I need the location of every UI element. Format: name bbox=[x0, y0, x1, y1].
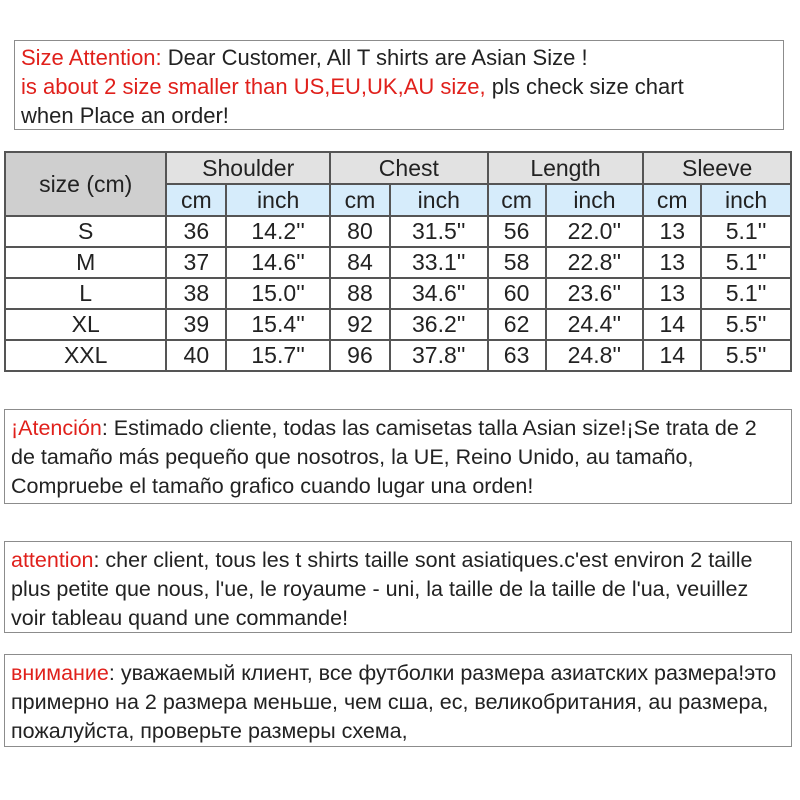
length-inch-cell: 23.6'' bbox=[546, 278, 644, 309]
shoulder-inch-cell: 15.7'' bbox=[226, 340, 330, 371]
size-cell: M bbox=[5, 247, 166, 278]
unit-header-cm: cm bbox=[166, 184, 226, 216]
group-header-shoulder: Shoulder bbox=[166, 152, 330, 184]
notice-en-line1-text: Dear Customer, All T shirts are Asian Size ! bbox=[161, 45, 588, 70]
notice-ru-text: : уважаемый клиент, все футболки размера азиатских размера!это примерно на 2 размера меньше, чем сша, ес, великобритания, au размера, пожалуйста, проверьте размеры схема, bbox=[11, 661, 777, 743]
notice-es-text: : Estimado cliente, todas las camisetas talla Asian size!¡Se trata de 2 de tamaño más pequeño que nosotros, la UE, Reino Unido, au tamaño, Compruebe el tamaño grafico cuando lugar una orden! bbox=[11, 416, 757, 498]
shoulder-cm-cell: 40 bbox=[166, 340, 226, 371]
unit-header-cm: cm bbox=[643, 184, 701, 216]
notice-en-line2 bbox=[21, 72, 777, 101]
length-cm-cell: 62 bbox=[488, 309, 546, 340]
length-inch-cell: 22.0'' bbox=[546, 216, 644, 247]
length-inch-cell: 24.8'' bbox=[546, 340, 644, 371]
sleeve-inch-cell: 5.1'' bbox=[701, 216, 791, 247]
notice-fr-label: attention bbox=[11, 548, 94, 572]
shoulder-inch-cell: 14.2'' bbox=[226, 216, 330, 247]
sleeve-inch-cell: 5.5'' bbox=[701, 340, 791, 371]
size-column-header: size (cm) bbox=[5, 152, 166, 216]
chest-inch-cell: 33.1'' bbox=[390, 247, 488, 278]
length-cm-cell: 58 bbox=[488, 247, 546, 278]
chest-cm-cell: 88 bbox=[330, 278, 390, 309]
length-cm-cell: 60 bbox=[488, 278, 546, 309]
chest-cm-cell: 84 bbox=[330, 247, 390, 278]
table-row bbox=[5, 216, 791, 247]
table-row bbox=[5, 278, 791, 309]
unit-header-cm: cm bbox=[488, 184, 546, 216]
chest-inch-cell: 34.6'' bbox=[390, 278, 488, 309]
notice-en-line1 bbox=[21, 43, 777, 72]
unit-header-inch: inch bbox=[701, 184, 791, 216]
table-row bbox=[5, 340, 791, 371]
size-cell: L bbox=[5, 278, 166, 309]
unit-header-cm: cm bbox=[330, 184, 390, 216]
shoulder-inch-cell: 15.0'' bbox=[226, 278, 330, 309]
size-attention-notice-en bbox=[14, 40, 784, 130]
sleeve-cm-cell: 14 bbox=[643, 309, 701, 340]
size-cell: XXL bbox=[5, 340, 166, 371]
shoulder-cm-cell: 39 bbox=[166, 309, 226, 340]
shoulder-cm-cell: 36 bbox=[166, 216, 226, 247]
group-header-length: Length bbox=[488, 152, 644, 184]
attention-notice-fr bbox=[4, 541, 792, 633]
table-row bbox=[5, 247, 791, 278]
length-cm-cell: 56 bbox=[488, 216, 546, 247]
sleeve-inch-cell: 5.1'' bbox=[701, 278, 791, 309]
notice-ru-label: внимание bbox=[11, 661, 109, 685]
size-cell: S bbox=[5, 216, 166, 247]
length-inch-cell: 22.8'' bbox=[546, 247, 644, 278]
notice-en-label: Size Attention: bbox=[21, 45, 162, 70]
chest-inch-cell: 37.8'' bbox=[390, 340, 488, 371]
notice-es-label: ¡Atención bbox=[11, 416, 102, 440]
sleeve-inch-cell: 5.1'' bbox=[701, 247, 791, 278]
chest-cm-cell: 96 bbox=[330, 340, 390, 371]
shoulder-cm-cell: 38 bbox=[166, 278, 226, 309]
length-cm-cell: 63 bbox=[488, 340, 546, 371]
length-inch-cell: 24.4'' bbox=[546, 309, 644, 340]
size-cell: XL bbox=[5, 309, 166, 340]
chest-inch-cell: 36.2'' bbox=[390, 309, 488, 340]
notice-en-line2-red: is about 2 size smaller than US,EU,UK,AU size, bbox=[21, 74, 486, 99]
attention-notice-es bbox=[4, 409, 792, 504]
attention-notice-ru bbox=[4, 654, 792, 747]
chest-inch-cell: 31.5'' bbox=[390, 216, 488, 247]
unit-header-inch: inch bbox=[226, 184, 330, 216]
group-header-sleeve: Sleeve bbox=[643, 152, 791, 184]
notice-fr-text: : cher client, tous les t shirts taille sont asiatiques.c'est environ 2 taille plus petite que nous, l'ue, le royaume - uni, la taille de la taille de l'ua, veuillez voir tableau quand une commande! bbox=[11, 548, 753, 630]
sleeve-cm-cell: 13 bbox=[643, 216, 701, 247]
notice-en-line2-text: pls check size chart bbox=[485, 74, 684, 99]
sleeve-cm-cell: 13 bbox=[643, 278, 701, 309]
group-header-chest: Chest bbox=[330, 152, 488, 184]
size-table-group-header bbox=[5, 152, 791, 184]
shoulder-inch-cell: 14.6'' bbox=[226, 247, 330, 278]
sleeve-cm-cell: 13 bbox=[643, 247, 701, 278]
shoulder-cm-cell: 37 bbox=[166, 247, 226, 278]
shoulder-inch-cell: 15.4'' bbox=[226, 309, 330, 340]
size-chart-table bbox=[4, 151, 792, 372]
unit-header-inch: inch bbox=[546, 184, 644, 216]
sleeve-inch-cell: 5.5'' bbox=[701, 309, 791, 340]
table-row bbox=[5, 309, 791, 340]
chest-cm-cell: 80 bbox=[330, 216, 390, 247]
chest-cm-cell: 92 bbox=[330, 309, 390, 340]
unit-header-inch: inch bbox=[390, 184, 488, 216]
sleeve-cm-cell: 14 bbox=[643, 340, 701, 371]
notice-en-line3: when Place an order! bbox=[21, 103, 229, 128]
